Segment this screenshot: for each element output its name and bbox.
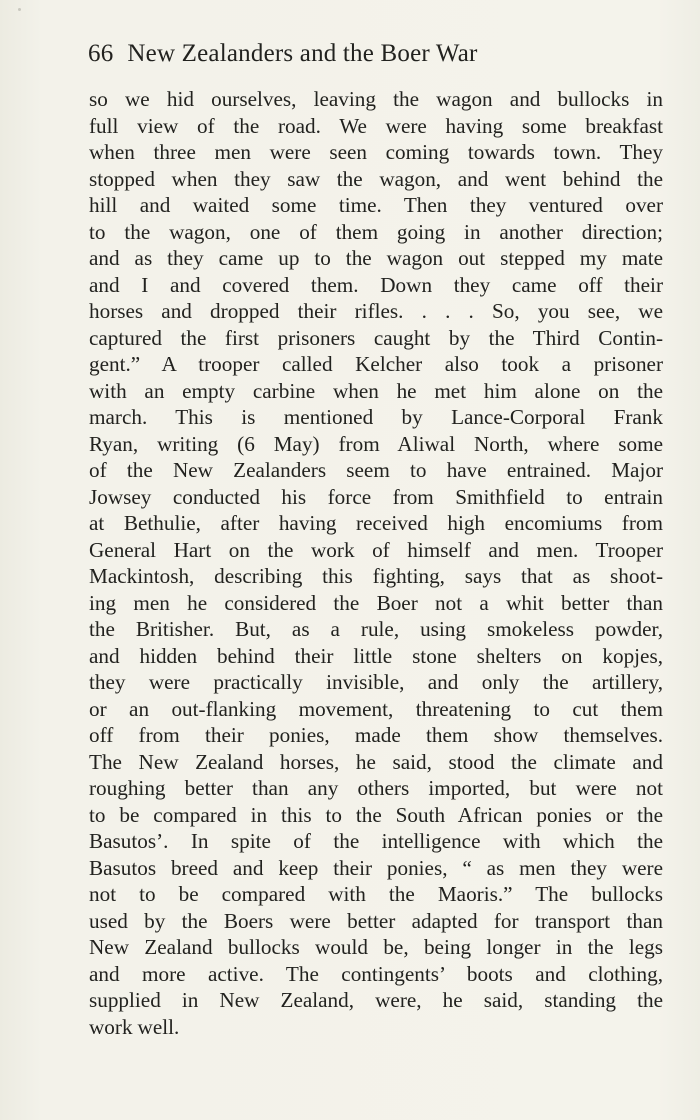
text-line: horses and dropped their rifles. . . . So, you see, we [89, 299, 663, 323]
text-line: supplied in New Zealand, were, he said, standing the [89, 988, 663, 1012]
text-line: Mackintosh, describing this fighting, says that as shoot- [89, 564, 663, 588]
text-line: gent.” A trooper called Kelcher also took a prisoner [89, 352, 663, 376]
text-line: and as they came up to the wagon out stepped my mate [89, 246, 663, 270]
running-title: New Zealanders and the Boer War [127, 40, 478, 67]
text-line: Jowsey conducted his force from Smithfield to entrain [89, 484, 663, 509]
text-line: the Britisher. But, as a rule, using smokeless powder, [89, 617, 663, 641]
text-line: ing men he considered the Boer not a whit better than [89, 590, 663, 615]
text-line: so we hid ourselves, leaving the wagon and bullocks in [89, 87, 663, 111]
text-line: of the New Zealanders seem to have entrained. Major [89, 458, 663, 482]
body-text [89, 86, 663, 1040]
text-line: full view of the road. We were having some breakfast [89, 113, 663, 138]
text-line: The New Zealand horses, he said, stood the climate and [89, 749, 663, 774]
page-number: 66 [88, 40, 114, 67]
text-line: captured the first prisoners caught by the Third Contin- [89, 325, 663, 350]
text-line: and more active. The contingents’ boots and clothing, [89, 961, 663, 986]
text-line: they were practically invisible, and only the artillery, [89, 670, 663, 694]
paper-speck [18, 8, 21, 11]
text-line: and I and covered them. Down they came off their [89, 272, 663, 297]
text-line: when three men were seen coming towards town. They [89, 140, 663, 164]
text-line: stopped when they saw the wagon, and went behind the [89, 166, 663, 191]
text-line: to be compared in this to the South African ponies or the [89, 802, 663, 827]
text-line: hill and waited some time. Then they ventured over [89, 193, 663, 217]
text-line: to the wagon, one of them going in another direction; [89, 219, 663, 244]
text-line: not to be compared with the Maoris.” The bullocks [89, 882, 663, 906]
text-line: off from their ponies, made them show themselves. [89, 723, 663, 747]
text-line: march. This is mentioned by Lance-Corporal Frank [89, 405, 663, 429]
text-line: New Zealand bullocks would be, being longer in the legs [89, 935, 663, 959]
text-line: Basutos’. In spite of the intelligence with which the [89, 829, 663, 853]
text-line: with an empty carbine when he met him alone on the [89, 378, 663, 403]
text-line: used by the Boers were better adapted for transport than [89, 908, 663, 933]
text-line: at Bethulie, after having received high encomiums from [89, 511, 663, 535]
text-line: roughing better than any others imported, but were not [89, 776, 663, 800]
text-line: Basutos breed and keep their ponies, “ as men they were [89, 855, 663, 880]
text-line: General Hart on the work of himself and men. Trooper [89, 537, 663, 562]
text-line: work well. [89, 1014, 180, 1039]
text-line: and hidden behind their little stone shelters on kopjes, [89, 643, 663, 668]
text-line: Ryan, writing (6 May) from Aliwal North, where some [89, 431, 663, 456]
running-head [88, 40, 618, 74]
text-line: or an out-flanking movement, threatening to cut them [89, 696, 663, 721]
